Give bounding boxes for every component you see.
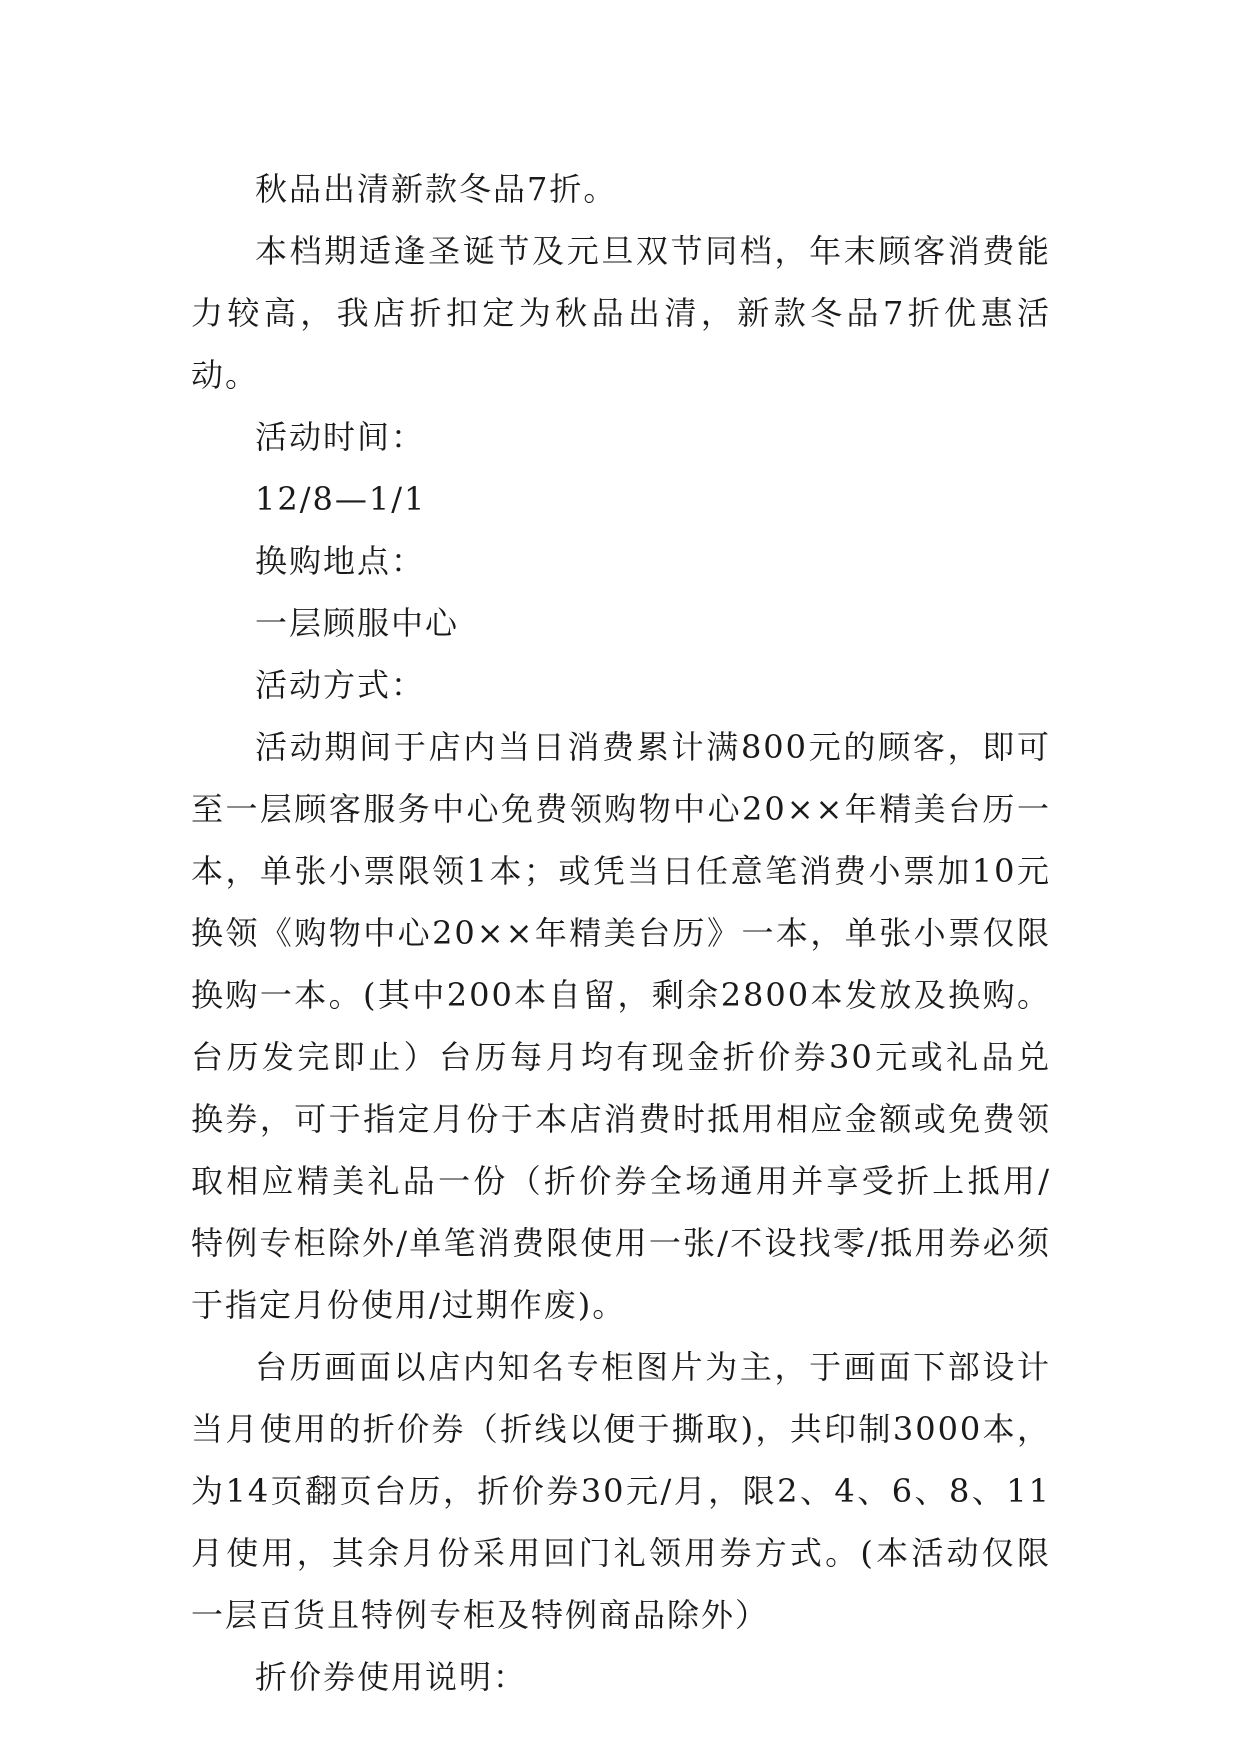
paragraph-activity-method: 活动期间于店内当日消费累计满800元的顾客，即可至一层顾客服务中心免费领购物中心20××年精美台历一本，单张小票限领1本；或凭当日任意笔消费小票加10元换领《购物中心20××年精美台历》一本，单张小票仅限换购一本。(其中200本自留，剩余2800本发放及换购。台历发完即止）台历每月均有现金折价券30元或礼品兑换券，可于指定月份于本店消费时抵用相应金额或免费领取相应精美礼品一份（折价券全场通用并享受折上抵用/特例专柜除外/单笔消费限使用一张/不设找零/抵用券必须于指定月份使用/过期作废)。 bbox=[191, 728, 1051, 1324]
document-body bbox=[191, 158, 1051, 1708]
paragraph-intro: 秋品出清新款冬品7折。 bbox=[255, 170, 618, 208]
heading-coupon-instructions: 折价券使用说明： bbox=[255, 1658, 528, 1696]
heading-activity-time: 活动时间： bbox=[255, 418, 426, 456]
exchange-location-value: 一层顾服中心 bbox=[255, 604, 460, 642]
paragraph-background: 本档期适逢圣诞节及元旦双节同档，年末顾客消费能力较高，我店折扣定为秋品出清，新款冬品7折优惠活动。 bbox=[191, 232, 1051, 394]
activity-time-value: 12/8—1/1 bbox=[255, 480, 427, 518]
heading-activity-method: 活动方式： bbox=[255, 666, 426, 704]
paragraph-calendar-design: 台历画面以店内知名专柜图片为主，于画面下部设计当月使用的折价券（折线以便于撕取)，共印制3000本，为14页翻页台历，折价券30元/月，限2、4、6、8、11月使用，其余月份采用回门礼领用券方式。(本活动仅限一层百货且特例专柜及特例商品除外） bbox=[191, 1348, 1051, 1634]
heading-exchange-location: 换购地点： bbox=[255, 542, 426, 580]
